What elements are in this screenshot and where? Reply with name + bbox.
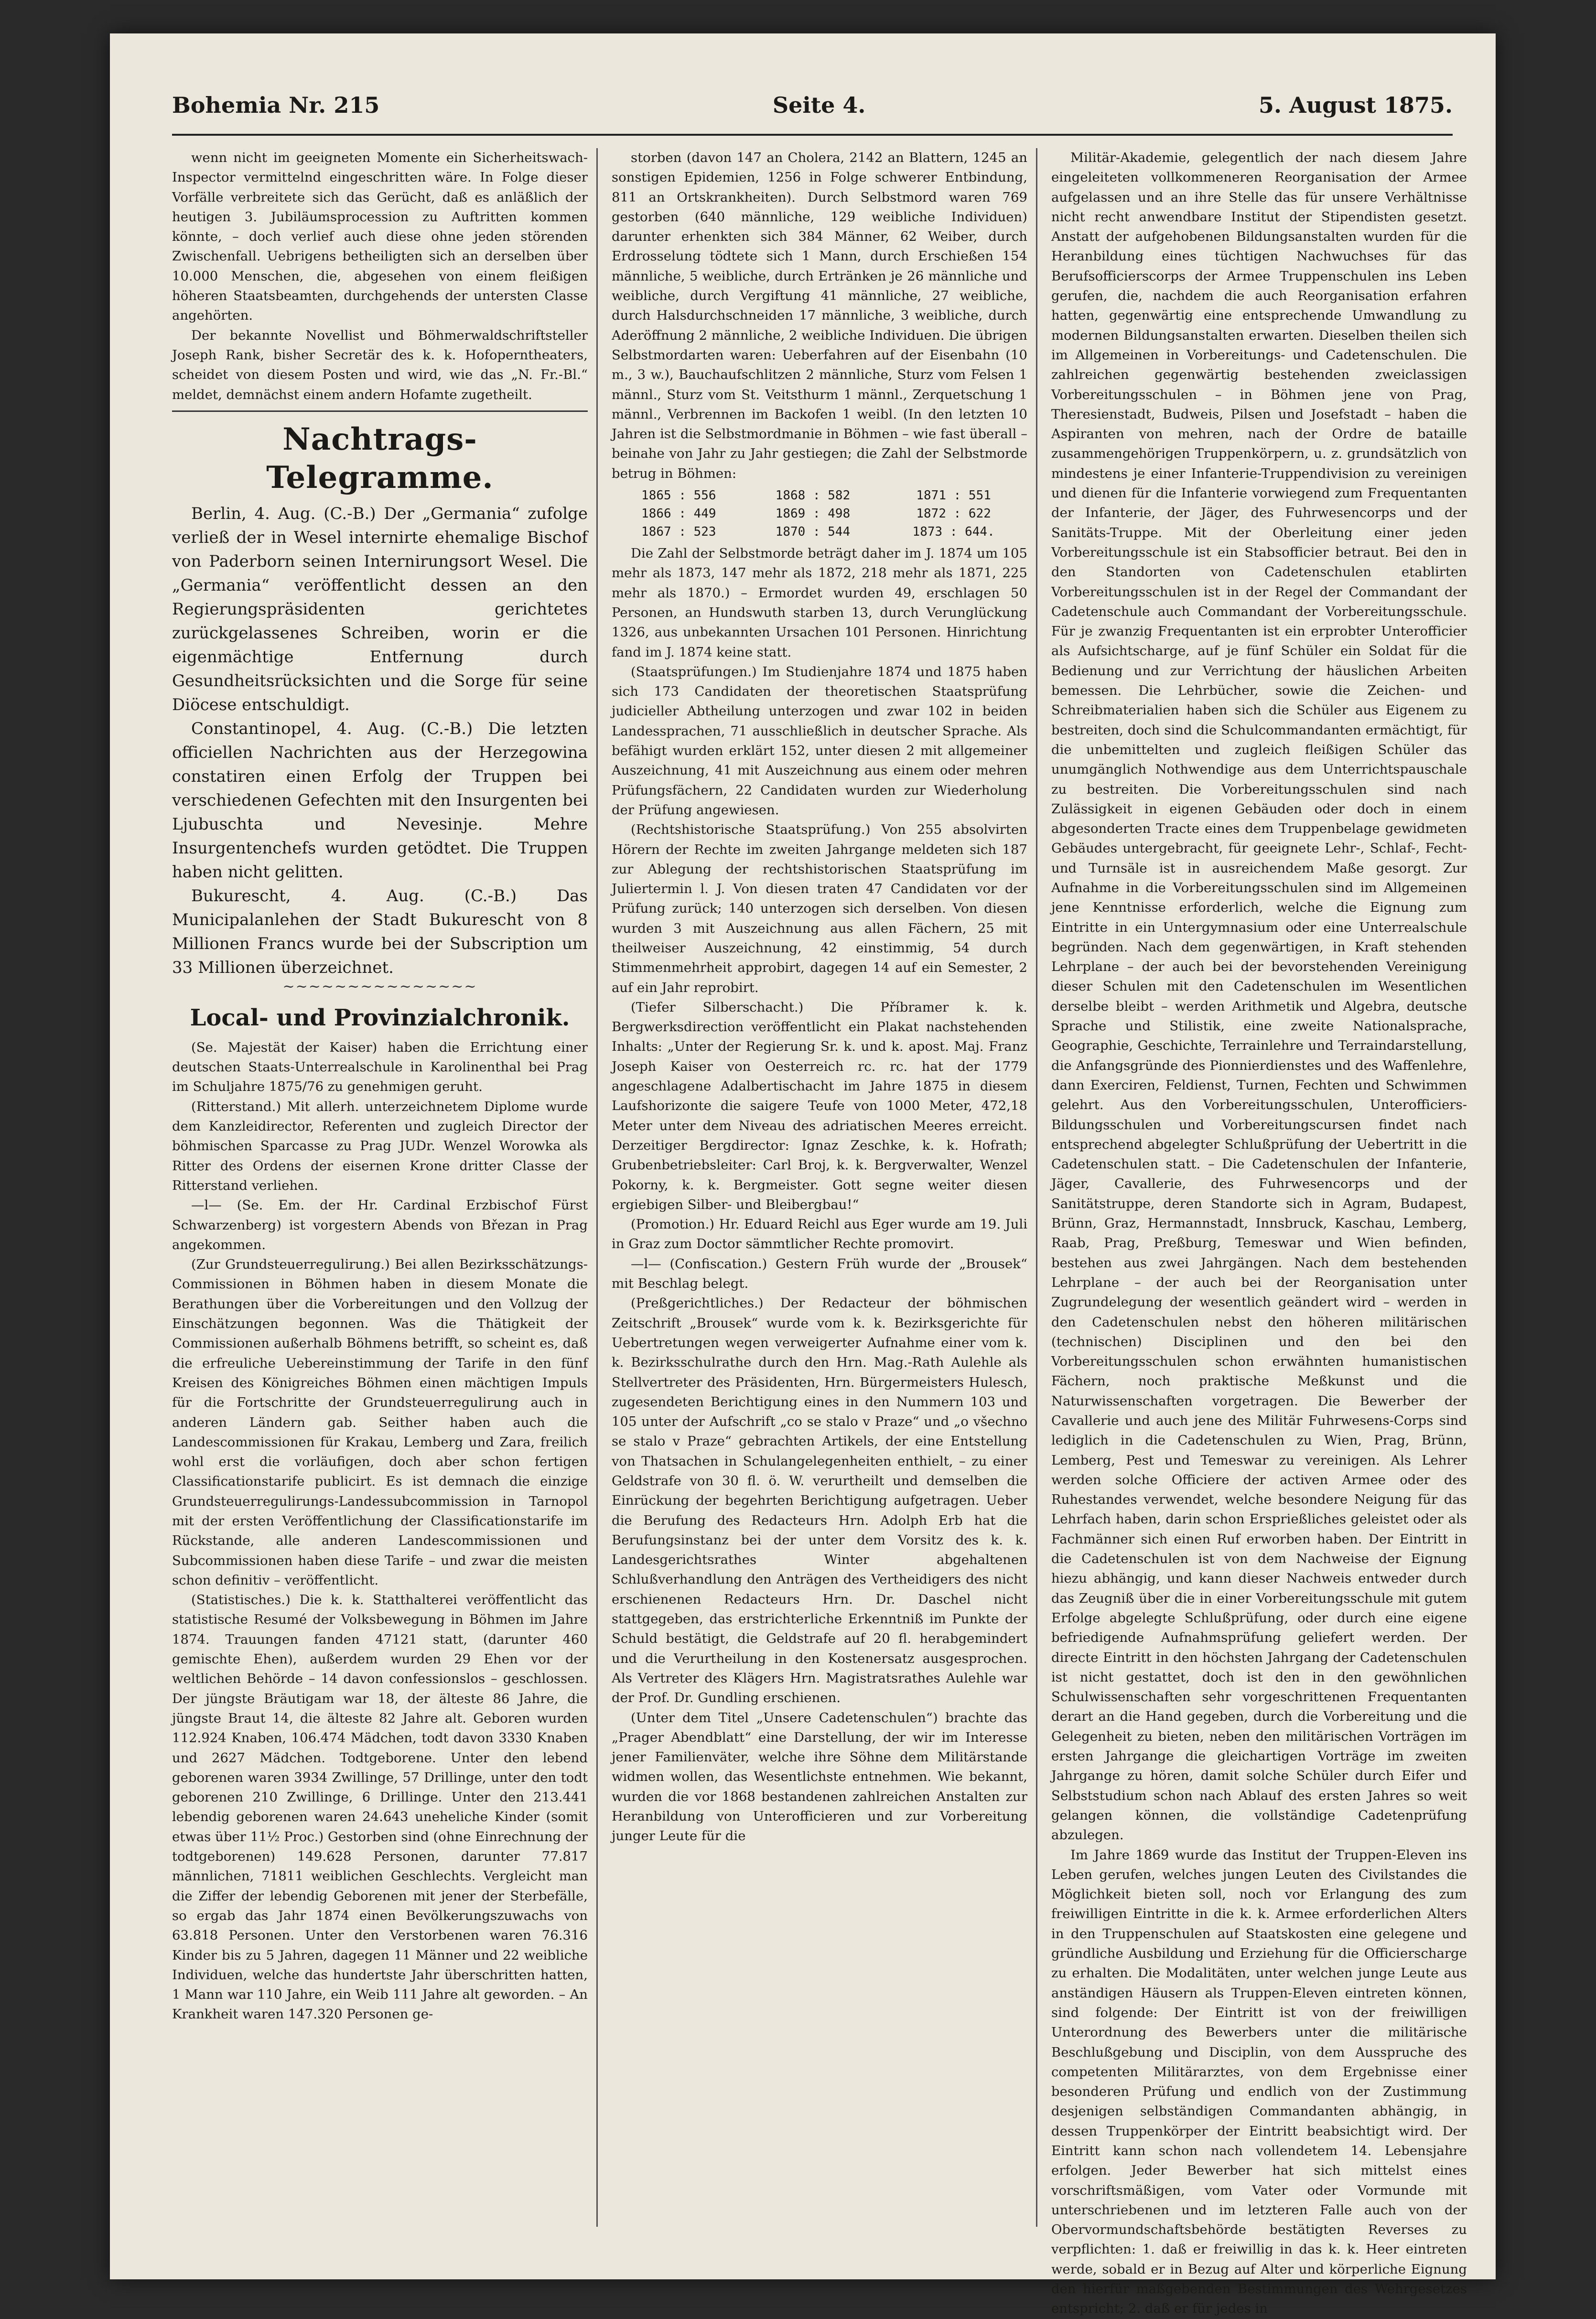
table-cell: 1869 : 498: [775, 507, 851, 521]
table-cell: 1868 : 582: [775, 488, 851, 503]
header-date: 5. August 1875.: [1259, 92, 1453, 118]
article-paragraph: (Tiefer Silberschacht.) Die Příbramer k. k. Bergwerksdirection veröffentlicht ein Plakat nachstehenden Inhalts: „Unter der Regierung Sr. k. und k. apost. Maj. Franz Joseph Kaiser von Oesterreich rc. rc. hat der 1779 angeschlagene Adalbertischacht im Jahre 1875 in diesem Laufshorizonte die saigere Teufe von 1000 Meter, 472,18 Meter unter dem Niveau des adriatischen Meeres erreicht. Derzeitiger Bergdirector: Ignaz Zeschke, k. k. Hofrath; Grubenbetriebsleiter: Carl Broj, k. k. Bergverwalter, Wenzel Pokorny, k. k. Bergmeister. Gott segne weiter diesen ergiebigen Silber- und Bleibergbau!“: [612, 999, 1027, 1212]
article-paragraph: (Se. Majestät der Kaiser) haben die Errichtung einer deutschen Staats-Unterrealschule in Karolinenthal bei Prag im Schuljahre 1875/76 zu genehmigen geruht.: [172, 1039, 588, 1095]
column-separator: [596, 148, 598, 2227]
header-masthead: Bohemia Nr. 215: [172, 92, 380, 118]
article-paragraph: Im Jahre 1869 wurde das Institut der Truppen-Eleven ins Leben gerufen, welches jungen Leuten des Civilstandes die Möglichkeit bieten soll, noch vor Erlangung des zum freiwilligen Eintritte in die k. k. Armee erforderlichen Alters in den Truppenschulen auf Staatskosten eine gelegene und gründliche Ausbildung und Erziehung für die Officierscharge zu erhalten. Die Modalitäten, unter welchen junge Leute aus anständigen Häusern als Truppen-Eleven eintreten können, sind folgende: Der Eintritt ist von der freiwilligen Unterordnung des Bewerbers unter die militärische Beschlußgebung und Disciplin, von dem Ausspruche des competenten Militärarztes, von dem Ergebnisse einer besonderen Prüfung und endlich von der Zustimmung desjenigen selbständigen Commandanten abhängig, in dessen Truppenkörper der Eintritt beabsichtigt wird. Der Eintritt kann schon nach vollendetem 14. Lebensjahre erfolgen. Jeder Bewerber hat sich mittelst eines vorschriftsmäßigen, vom Vater oder Vormunde mit unterschriebenen und im letzteren Falle auch von der Obervormundschaftsbehörde bestätigten Reverses zu verpflichten: 1. daß er freiwillig in das k. k. Heer eintreten werde, sobald er in Bezug auf Alter und körperliche Eignung den hierfür maßgebenden Bestimmungen des Wehrgesetzes entspricht; 2. daß er für jedes in: [1051, 1847, 1467, 2317]
article-paragraph: —l— (Se. Em. der Hr. Cardinal Erzbischof Fürst Schwarzenberg) ist vorgestern Abends von Březan in Prag angekommen.: [172, 1197, 588, 1252]
article-paragraph: Der bekannte Novellist und Böhmerwaldschriftsteller Joseph Rank, bisher Secretär des k. k. Hofoperntheaters, scheidet von diesem Posten und wird, wie das „N. Fr.-Bl.“ meldet, demnächst einem andern Hofamte zugetheilt.: [172, 327, 588, 402]
table-row: [612, 523, 1027, 541]
article-paragraph: (Statistisches.) Die k. k. Statthalterei veröffentlicht das statistische Resumé der Volksbewegung in Böhmen im Jahre 1874. Trauungen fanden 47121 statt, (darunter 460 gemischte Ehen), außerdem wurden 29 Ehen vor der weltlichen Behörde – 14 davon confessionslos – geschlossen. Der jüngste Bräutigam war 18, der älteste 86 Jahre, die jüngste Braut 14, die älteste 82 Jahre alt. Geboren wurden 112.924 Knaben, 106.474 Mädchen, todt davon 3330 Knaben und 2627 Mädchen. Todtgeborene. Unter den lebend geborenen waren 3934 Zwillinge, 57 Drillinge, unter den todt geborenen 210 Zwillinge, 6 Drillinge. Unter den 213.441 lebendig geborenen waren 24.643 uneheliche Kinder (somit etwas über 11½ Proc.) Gestorben sind (ohne Einrechnung der todtgeborenen) 149.628 Personen, darunter 77.817 männlichen, 71811 weiblichen Geschlechts. Vergleicht man die Ziffer der lebendig Geborenen mit jener der Sterbefälle, so ergab das Jahr 1874 einen Bevölkerungszuwachs von 63.818 Personen. Unter den Verstorbenen waren 76.316 Kinder bis zu 5 Jahren, dagegen 11 Männer und 22 weibliche Individuen, welche das hundertste Jahr überschritten hatten, 1 Mann war 110 Jahre, ein Weib 111 Jahre alt geworden. – An Krankheit waren 147.320 Personen ge-: [172, 1592, 588, 2022]
header-page-number: Seite 4.: [772, 92, 866, 118]
article-paragraph: (Unter dem Titel „Unsere Cadetenschulen“) brachte das „Prager Abendblatt“ eine Darstellung, der wir im Interesse jener Familienväter, welche ihre Söhne dem Militärstande widmen wollen, das Wesentlichste entnehmen. Wie bekannt, wurden die vor 1868 bestandenen zahlreichen Anstalten zur Heranbildung von Unterofficieren und zur Vorbereitung junger Leute für die: [612, 1710, 1027, 1844]
column-2: [612, 148, 1027, 2227]
article-paragraph: (Rechtshistorische Staatsprüfung.) Von 255 absolvirten Hörern der Rechte im zweiten Jahrgange meldeten sich 187 zur Ablegung der rechtshistorischen Staatsprüfung im Juliertermin l. J. Von diesen traten 47 Candidaten vor der Prüfung zurück; 140 unterzogen sich derselben. Von diesen wurden 3 mit Auszeichnung aus allen Fächern, 25 mit theilweiser Auszeichnung, 42 einstimmig, 54 durch Stimmenmehrheit approbirt, dagegen 14 auf ein Semester, 2 auf ein Jahr reprobirt.: [612, 822, 1027, 995]
telegram-berlin: Berlin, 4. Aug. (C.-B.) Der „Germania“ zufolge verließ der in Wesel internirte ehemalige Bischof von Paderborn seinen Internirungsort Wesel. Die „Germania“ veröffentlicht dessen an den Regierungspräsidenten gerichtetes zurückgelassenes Schreiben, worin er die eigenmächtige Entfernung durch Gesundheitsrücksichten und die Sorge für seine Diöcese entschuldigt.: [172, 504, 588, 714]
table-row: [612, 505, 1027, 523]
article-paragraph: Militär-Akademie, gelegentlich der nach diesem Jahre eingeleiteten vollkommeneren Reorganisation der Armee aufgelassen und an ihre Stelle das für unsere Verhältnisse nicht recht anwendbare Institut der Stipendisten gesetzt. Anstatt der aufgehobenen Bildungsanstalten wurden für die Heranbildung eines tüchtigen Nachwuchses für das Berufsofficierscorps der Armee Truppenschulen ins Leben gerufen, die, nachdem die auch Reorganisation erfahren hatten, gegenwärtig eine entsprechende Umwandlung zu modernen Bildungsanstalten erwarten. Dieselben theilen sich im Allgemeinen in Vorbereitungs- und Cadetenschulen. Die zahlreichen gegenwärtig bestehenden zweiclassigen Vorbereitungsschulen – in Böhmen jene von Prag, Theresienstadt, Budweis, Pilsen und Josefstadt – haben die Aspiranten von mehren, nach der Ordre de bataille zusammengehörigen Truppenkörpern, u. z. grundsätzlich von mindestens je einer Infanterie-Truppendivision zu vereinigen und dienen für die Infanterie vorwiegend zum Frequentanten der Infanterie, der Jäger, des Fuhrwesencorps und der Sanitäts-Truppe. Mit der Oberleitung einer jeden Vorbereitungsschule ist ein Stabsofficier betraut. Bei den in den Standorten von Cadetenschulen etablirten Vorbereitungsschulen ist in der Regel der Commandant der Cadetenschule auch Commandant der Vorbereitungsschule. Für je zwanzig Frequentanten ist ein erprobter Unterofficier als Aufsichtscharge, auf je fünf Schüler ein Soldat für die Bedienung und zur Verrichtung der häuslichen Arbeiten bemessen. Die Lehrbücher, sowie die Zeichen- und Schreibmaterialien haben sich die Schüler aus Eigenem zu bestreiten, doch sind die Schulcommandanten ermächtigt, für die unbemittelten und zugleich fleißigen Schüler das unumgänglich Nothwendige aus dem Unterrichtspauschale zu bestreiten. Die Vorbereitungsschulen sind nach Zulässigkeit in eigenen Gebäuden oder doch in einem abgesonderten Tracte eines dem Truppenbelage gewidmeten Gebäudes untergebracht, für geeignete Lehr-, Schlaf-, Fecht- und Turnsäle ist in ausreichendem Maße gesorgt. Zur Aufnahme in die Vorbereitungsschulen sind im Allgemeinen jene Kenntnisse erforderlich, welche die Eignung zum Eintritte in ein Untergymnasium oder eine Unterrealschule begründen. Nach dem gegenwärtigen, in Kraft stehenden Lehrplane – der auch bei der bevorstehenden Vereinigung dieser Schulen mit den Cadetenschulen im Wesentlichen derselbe bleibt – werden Arithmetik und Algebra, deutsche Sprache und Stilistik, eine zweite Nationalsprache, Geographie, Geschichte, Terrainlehre und Terraindarstellung, die Anfangsgründe des Pionnierdienstes und des Waffenlehre, dann Exerciren, Feldienst, Turnen, Fechten und Schwimmen gelehrt. Aus den Vorbereitungsschulen, Unterofficiers-Bildungsschulen und Vorbereitungscursen findet nach entsprechend abgelegter Schlußprüfung der Uebertritt in die Cadetenschulen statt. – Die Cadetenschulen der Infanterie, Jäger, Cavallerie, des Fuhrwesencorps und der Sanitätstruppe, deren Standorte sich in Agram, Budapest, Brünn, Graz, Hermannstadt, Innsbruck, Kaschau, Lemberg, Raab, Prag, Preßburg, Temeswar und Wien befinden, bestehen aus zwei Jahrgängen. Nach dem bestehenden Lehrplane – der auch bei der Reorganisation unter Zugrundelegung der wesentlich geändert wird – werden in den Cadetenschulen nebst den höheren militärischen (technischen) Disciplinen und den bei den Vorbereitungsschulen schon erwähnten humanistischen Fächern, noch praktische Meßkunst und die Naturwissenschaften vorgetragen. Die Bewerber der Cavallerie und auch jene des Militär Fuhrwesens-Corps sind lediglich in die Cadetenschulen zu Wien, Prag, Brünn, Lemberg, Pest und Temeswar zu vereinigen. Als Lehrer werden solche Officiere der activen Armee oder des Ruhestandes verwendet, welche besondere Neigung für das Lehrfach haben, darin schon Ersprießliches geleistet oder als Fachmänner sich einen Ruf erworben haben. Der Eintritt in die Cadetenschulen ist von dem Nachweise der Eignung hiezu abhängig, und kann dieser Nachweis entweder durch das Zeugniß über die in einer Vorbereitungsschule mit gutem Erfolge abgelegte Schlußprüfung, oder durch eine eigene befriedigende Aufnahmsprüfung geliefert werden. Der directe Eintritt in den höchsten Jahrgang der Cadetenschulen ist nicht gestattet, doch ist den in den gewöhnlichen Schulwissenschaften sehr vorgeschrittenen Frequentanten derart an die Hand gegeben, durch die Vorbereitung und die Gelegenheit zu bieten, neben den militärischen Vorträgen im ersten Jahrgange die gleichartigen Vorträge im zweiten Jahrgange zu hören, damit solche Schüler durch Eifer und Selbststudium schon nach Ablauf des ersten Jahres so weit gelangen können, die vollständige Cadetenprüfung abzulegen.: [1051, 150, 1467, 1843]
table-row: [612, 486, 1027, 505]
section-title-telegrams: Nachtrags-Telegramme.: [266, 421, 494, 496]
article-paragraph: (Ritterstand.) Mit allerh. unterzeichnetem Diplome wurde dem Kanzleidirector, Referenten und zugleich Director der böhmischen Sparcasse zu Prag JUDr. Wenzel Worowka als Ritter des Ordens der eisernen Krone dritter Classe der Ritterstand verliehen.: [172, 1099, 588, 1193]
ornamental-divider: ~~~~~~~~~~~~~~~: [282, 978, 477, 995]
telegram-bukurescht: Bukurescht, 4. Aug. (C.-B.) Das Municipalanlehen der Stadt Bukurescht von 8 Millionen Francs wurde bei der Subscription um 33 Millionen überzeichnet.: [172, 886, 588, 977]
section-rule: [172, 410, 588, 412]
article-paragraph: wenn nicht im geeigneten Momente ein Sicherheitswach-Inspector vermittelnd eingeschritten wäre. In Folge dieser Vorfälle verbreitete sich das Gerücht, daß es anläßlich der heutigen 3. Jubiläumsprocession zu Auftritten kommen könnte, – doch verlief auch diese ohne jeden störenden Zwischenfall. Uebrigens betheiligten sich an derselben über 10.000 Menschen, die, abgesehen von einem fleißigen höheren Staatsbeamten, durchgehends der untersten Classe angehörten.: [172, 150, 588, 324]
column-separator: [1036, 148, 1037, 2227]
article-paragraph: (Promotion.) Hr. Eduard Reichl aus Eger wurde am 19. Juli in Graz zum Doctor sämmtlicher Rechte promovirt.: [612, 1217, 1027, 1252]
column-1: [172, 148, 588, 2227]
table-cell: 1870 : 544: [775, 525, 851, 539]
article-paragraph: storben (davon 147 an Cholera, 2142 an Blattern, 1245 an sonstigen Epidemien, 1256 in Folge schwerer Entbindung, 811 an Ortskrankheiten). Durch Selbstmord waren 769 gestorben (640 männliche, 129 weibliche Individuen) darunter erhenkten sich 384 Männer, 62 Weiber, durch Erdrosselung tödtete sich 1 Mann, durch Erschießen 154 männliche, 5 weibliche, durch Ertränken je 26 männliche und weibliche, durch Vergiftung 41 männliche, 27 weibliche, durch Halsdurchschneiden 17 männliche, 3 weibliche, durch Aderöffnung 2 männliche, 2 weibliche Individuen. Die übrigen Selbstmordarten waren: Ueberfahren auf der Eisenbahn (10 m., 3 w.), Bauchaufschlitzen 2 männliche, Sturz vom Felsen 1 männl., Sturz vom St. Veitsthurm 1 männl., Zerquetschung 1 männl., Verbrennen im Backofen 1 weibl. (In den letzten 10 Jahren ist die Selbstmordmanie in Böhmen – wie fast überall – beinahe von Jahr zu Jahr gestiegen; die Zahl der Selbstmorde betrug in Böhmen:: [612, 150, 1028, 481]
telegram-constantinopel: Constantinopel, 4. Aug. (C.-B.) Die letzten officiellen Nachrichten aus der Herzegowina constatiren einen Erfolg der Truppen bei verschiedenen Gefechten mit den Insurgenten bei Ljubuschta und Nevesinje. Mehre Insurgentenchefs wurden getödtet. Die Truppen haben nicht gelitten.: [172, 719, 588, 882]
section-title-local-chronicle: Local- und Provinzialchronik.: [190, 1004, 570, 1031]
article-paragraph: Die Zahl der Selbstmorde beträgt daher im J. 1874 um 105 mehr als 1873, 147 mehr als 1872, 218 mehr als 1871, 225 mehr als 1870.) – Ermordet wurden 49, erschlagen 50 Personen, an Hundswuth starben 13, durch Verunglückung 1326, aus unbekannten Ursachen 101 Personen. Hinrichtung fand im J. 1874 keine statt.: [612, 546, 1027, 660]
column-3: [1051, 148, 1467, 2317]
table-cell: 1872 : 622: [916, 507, 991, 521]
article-paragraph: (Staatsprüfungen.) Im Studienjahre 1874 und 1875 haben sich 173 Candidaten der theoretischen Staatsprüfung judicieller Abtheilung unterzogen und zwar 102 in beiden Landessprachen, 71 ausschließlich in deutscher Sprache. Als befähigt wurden erklärt 152, unter diesen 2 mit allgemeiner Auszeichnung, 41 mit Auszeichnung aus einem oder mehren Prüfungsfächern, 22 Candidaten wurden zur Wiederholung der Prüfung angewiesen.: [612, 664, 1027, 818]
article-paragraph: —l— (Confiscation.) Gestern Früh wurde der „Brousek“ mit Beschlag belegt.: [612, 1256, 1027, 1292]
article-paragraph: (Zur Grundsteuerregulirung.) Bei allen Bezirksschätzungs-Commissionen in Böhmen haben in diesem Monate die Berathungen über die Vorbereitungen und den Vollzug der Einschätzungen begonnen. Was die Thätigkeit der Commissionen außerhalb Böhmens betrifft, so scheint es, daß die erfreuliche Uebereinstimmung der Tarife in den fünf Kreisen des Königreiches Böhmen einen mächtigen Impuls für die Fortschritte der Grundsteuerregulirung auch in anderen Ländern gab. Seither haben auch die Landescommissionen für Krakau, Lemberg und Zara, freilich wohl erst die vorläufigen, doch aber schon fertigen Classificationstarife publicirt. Es ist demnach die einzige Grundsteuerregulirungs-Landessubcommission in Tarnopol mit der ersten Veröffentlichung der Classificationstarife im Rückstande, alle anderen Landescommissionen und Subcommissionen haben diese Tarife – und zwar die meisten schon definitiv – veröffentlicht.: [172, 1257, 588, 1588]
page-header: [172, 86, 1453, 124]
suicide-statistics-table: [612, 486, 1027, 541]
telegrams-block: [172, 502, 588, 980]
newspaper-page: [110, 33, 1496, 2317]
table-cell: 1867 : 523: [641, 525, 716, 539]
table-cell: 1873 : 644.: [912, 525, 995, 539]
header-rule: [172, 134, 1453, 136]
table-cell: 1865 : 556: [641, 488, 716, 503]
table-cell: 1871 : 551: [916, 488, 991, 503]
table-cell: 1866 : 449: [641, 507, 716, 521]
article-paragraph: (Preßgerichtliches.) Der Redacteur der böhmischen Zeitschrift „Brousek“ wurde vom k. k. Bezirksgerichte für Uebertretungen wegen verweigerter Aufnahme einer vom k. k. Bezirksschulrathe durch den Hrn. Mag.-Rath Aulehle als Stellvertreter des Präsidenten, Hrn. Bürgermeisters Hulesch, zugesendeten Berichtigung eines in den Nummern 103 und 105 unter der Aufschrift „co se stalo v Praze“ und „o všechno se stalo v Praze“ gebrachten Artikels, der eine Entstellung von Thatsachen in Schulangelegenheiten enthielt, – zu einer Geldstrafe von 30 fl. ö. W. verurtheilt und demselben die Einrückung der begehrten Berichtigung aufgetragen. Ueber die Berufung des Redacteurs Hrn. Adolph Erb hat die Berufungsinstanz bei der unter dem Vorsitz des k. k. Landesgerichtsrathes Winter abgehaltenen Schlußverhandlung den Anträgen des Vertheidigers des nicht erschienenen Redacteurs Hrn. Dr. Daschel nicht stattgegeben, das erstrichterliche Erkenntniß im Punkte der Schuld bestätigt, die Geldstrafe auf 20 fl. herabgemindert und die Verurtheilung in den Kostenersatz ausgesprochen. Als Vertreter des Klägers Hrn. Magistratsrathes Aulehle war der Prof. Dr. Gundling erschienen.: [612, 1295, 1027, 1706]
